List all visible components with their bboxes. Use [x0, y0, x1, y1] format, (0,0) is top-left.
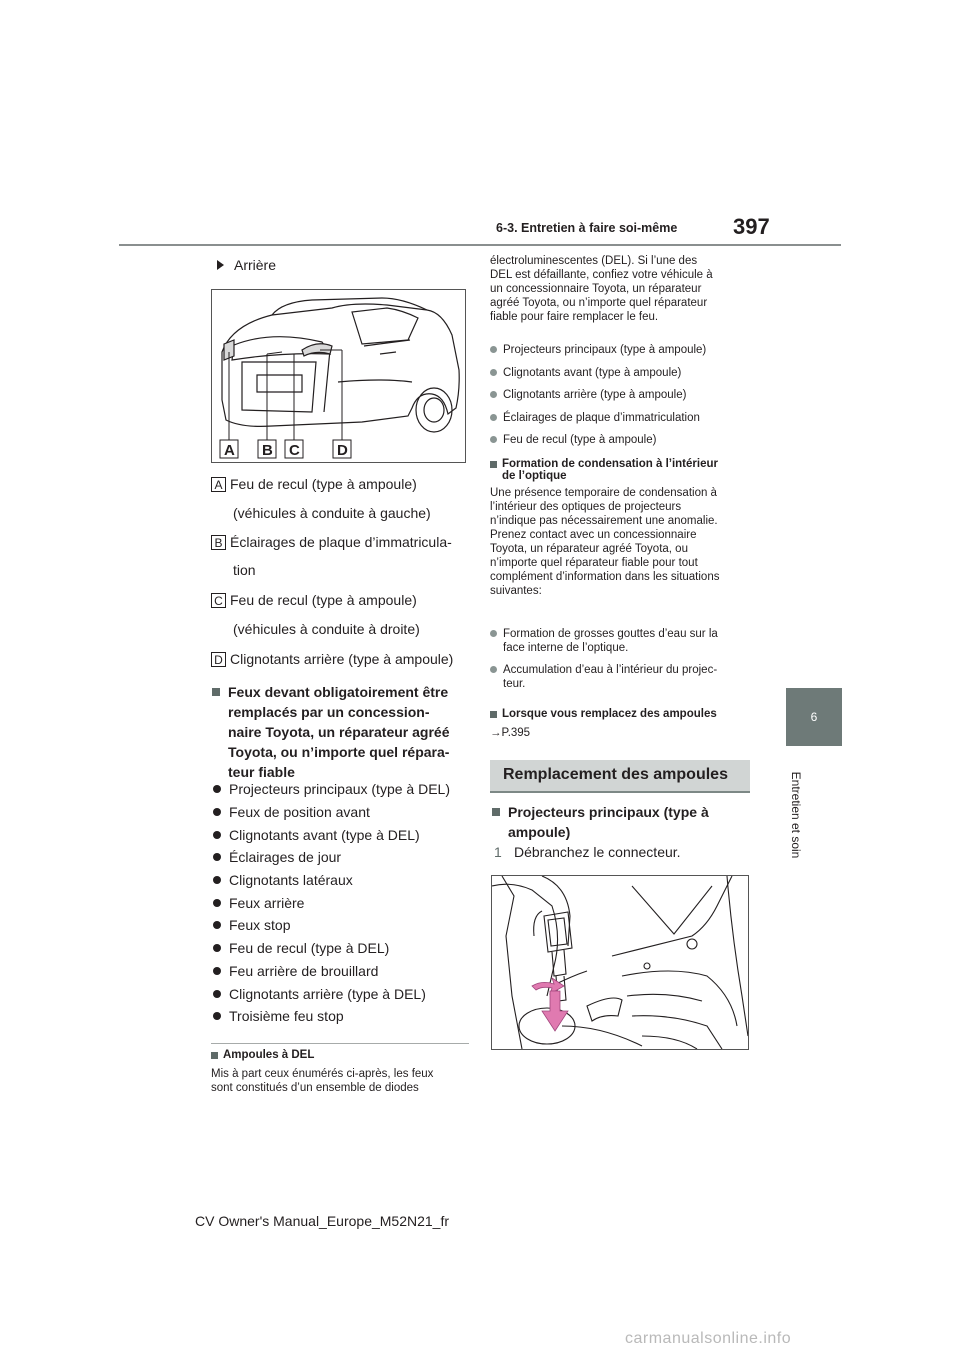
legend-c-line2: (véhicules à conduite à droite) — [233, 621, 420, 637]
legend-d — [211, 651, 453, 667]
triangle-bullet-icon — [217, 260, 224, 270]
list-item-text: Clignotants avant (type à ampoule) — [503, 366, 682, 379]
rear-subheading-text: Arrière — [234, 257, 277, 273]
dealer-heading-line3: naire Toyota, un réparateur agréé — [228, 724, 450, 740]
rear-car-illustration — [212, 290, 465, 462]
bullet-icon — [213, 876, 221, 884]
text-line: suivantes: — [490, 585, 542, 597]
square-bullet-icon — [490, 461, 497, 468]
dealer-heading-line2: remplacés par un concession- — [228, 704, 430, 720]
legend-c-line1: Feu de recul (type à ampoule) — [230, 592, 417, 608]
list-item-text: Éclairages de jour — [229, 849, 342, 866]
legend-key-a: A — [211, 477, 226, 492]
text-line: complément d’information dans les situations — [490, 571, 720, 583]
square-bullet-icon — [492, 808, 500, 816]
list-item-text: Clignotants latéraux — [229, 872, 353, 889]
header-rule — [119, 244, 841, 246]
list-item-text: Éclairages de plaque d’immatriculation — [503, 411, 700, 424]
bullet-icon — [213, 967, 221, 975]
text-line: n’indique pas nécessairement une anomalie. — [490, 515, 718, 527]
condensation-heading-line1: Formation de condensation à l’intérieur — [502, 458, 718, 470]
led-note — [211, 1049, 433, 1095]
legend-key-b: B — [211, 535, 226, 550]
text-line: n’importe quel réparateur fiable pour tout — [490, 557, 698, 569]
list-item-text: Projecteurs principaux (type à ampoule) — [503, 344, 707, 356]
connector-figure — [491, 875, 749, 1050]
list-item-text: Feux de position avant — [229, 804, 370, 821]
dealer-lights-list — [213, 778, 450, 1028]
condensation-cases-list — [490, 627, 750, 691]
chapter-number: 6 — [810, 710, 818, 724]
dealer-heading-line5: teur fiable — [228, 764, 295, 780]
list-item-text: teur. — [503, 678, 526, 690]
list-item-text: Clignotants arrière (type à ampoule) — [503, 389, 687, 401]
led-text-line1: Mis à part ceux énumérés ci-après, les feux — [211, 1068, 434, 1080]
square-bullet-icon — [212, 688, 220, 696]
text-line: Toyota, un réparateur agréé Toyota, ou — [490, 543, 688, 555]
bullet-icon — [490, 630, 497, 637]
condensation-heading-line2: de l’optique — [502, 470, 567, 482]
bullet-icon — [213, 990, 221, 998]
figure-label-a: A — [224, 442, 235, 459]
legend-d-line1: Clignotants arrière (type à ampoule) — [230, 651, 454, 667]
list-item-text: Clignotants arrière (type à DEL) — [229, 985, 426, 1002]
list-item-text: Feux arrière — [229, 894, 305, 911]
list-item-text: Projecteurs principaux (type à DEL) — [229, 781, 450, 798]
figure-label-b: B — [262, 442, 273, 459]
bullet-icon — [490, 369, 497, 376]
list-item-text: face interne de l’optique. — [503, 642, 629, 654]
text-line: DEL est défaillante, confiez votre véhicule à — [490, 269, 713, 281]
list-item — [490, 366, 750, 389]
dealer-heading-line4: Toyota, ou n’importe quel répara- — [228, 744, 450, 760]
list-item — [490, 411, 750, 434]
bullet-icon — [490, 414, 497, 421]
square-bullet-icon — [211, 1052, 218, 1059]
list-item — [490, 343, 750, 366]
bulb-lights-list — [490, 343, 750, 456]
list-item-text: Troisième feu stop — [229, 1008, 344, 1025]
section-divider — [211, 1043, 469, 1044]
headlight-connector-illustration — [492, 876, 748, 1049]
legend-b — [211, 534, 452, 550]
text-line: électroluminescentes (DEL). Si l’une des — [490, 255, 698, 267]
list-item — [490, 433, 750, 456]
list-item — [213, 1005, 450, 1028]
legend-c — [211, 592, 417, 608]
legend-key-d: D — [211, 652, 226, 667]
step-text: Débranchez le connecteur. — [514, 844, 681, 860]
page-number: 397 — [733, 214, 770, 239]
replace-note — [490, 708, 750, 740]
text-line: Une présence temporaire de condensation à — [490, 487, 717, 499]
footer-manual-id: CV Owner's Manual_Europe_M52N21_fr — [195, 1213, 450, 1229]
list-item — [213, 982, 450, 1005]
headlight-bulb-heading — [492, 802, 709, 842]
list-item — [213, 960, 450, 983]
list-item-text: Feux stop — [229, 917, 291, 934]
chapter-title-text: Entretien et soin — [789, 771, 803, 859]
legend-a — [211, 476, 417, 492]
rear-car-figure — [211, 289, 466, 463]
text-line: un concessionnaire Toyota, un réparateur — [490, 283, 702, 295]
list-item — [213, 891, 450, 914]
legend-a-line2: (véhicules à conduite à gauche) — [233, 505, 431, 521]
page-reference-link[interactable]: →P.395 — [490, 727, 531, 739]
step-1 — [492, 844, 681, 860]
bullet-icon — [213, 808, 221, 816]
text-line: Prenez contact avec un concessionnaire — [490, 529, 697, 541]
bullet-icon — [213, 785, 221, 793]
rear-subheading — [214, 257, 276, 273]
bullet-icon — [490, 666, 497, 673]
chapter-tab — [786, 688, 842, 746]
bullet-icon — [213, 853, 221, 861]
list-item — [213, 801, 450, 824]
section-header-title: Remplacement des ampoules — [503, 766, 728, 783]
dealer-replacement-heading — [212, 682, 449, 782]
headlight-heading-line2: ampoule) — [508, 824, 571, 840]
section-title: 6-3. Entretien à faire soi-même — [496, 221, 678, 235]
list-item — [213, 778, 450, 801]
bullet-icon — [213, 1012, 221, 1020]
watermark-text: carmanualsonline.info — [625, 1330, 792, 1347]
square-bullet-icon — [490, 711, 497, 718]
list-item-text: Accumulation d’eau à l’intérieur du projec- — [503, 664, 718, 676]
legend-b-line2: tion — [233, 562, 256, 578]
list-item — [490, 388, 750, 411]
list-item — [213, 846, 450, 869]
figure-label-c: C — [289, 442, 300, 459]
step-number: 1 — [494, 844, 502, 860]
text-line: agréé Toyota, ou n’importe quel réparateur — [490, 297, 708, 309]
text-line: fiable pour faire remplacer le feu. — [490, 311, 659, 323]
bullet-icon — [490, 436, 497, 443]
list-item-text: Feu de recul (type à ampoule) — [503, 434, 657, 446]
list-item-text: Clignotants avant (type à DEL) — [229, 826, 420, 843]
list-item — [213, 823, 450, 846]
list-item — [213, 914, 450, 937]
condensation-section — [490, 458, 750, 598]
replace-heading: Lorsque vous remplacez des ampoules — [502, 708, 717, 720]
bullet-icon — [213, 831, 221, 839]
led-heading: Ampoules à DEL — [223, 1049, 315, 1061]
bullet-icon — [490, 391, 497, 398]
figure-label-d: D — [337, 442, 348, 459]
led-continued-text — [490, 254, 750, 324]
bullet-icon — [213, 944, 221, 952]
bullet-icon — [213, 921, 221, 929]
list-item — [213, 937, 450, 960]
headlight-heading-line1: Projecteurs principaux (type à — [508, 804, 709, 820]
chapter-side-title — [786, 760, 806, 870]
text-line: l’intérieur des optiques de projecteurs — [490, 501, 682, 513]
dealer-heading-line1: Feux devant obligatoirement être — [228, 684, 449, 700]
legend-b-line1: Éclairages de plaque d’immatricula- — [230, 534, 452, 550]
list-item — [213, 869, 450, 892]
list-item — [490, 663, 750, 691]
list-item-text: Formation de grosses gouttes d’eau sur la — [503, 628, 718, 640]
bullet-icon — [213, 899, 221, 907]
list-item-text: Feu arrière de brouillard — [229, 962, 379, 979]
section-header-bar — [490, 760, 750, 793]
list-item — [490, 627, 750, 655]
list-item-text: Feu de recul (type à DEL) — [229, 940, 390, 957]
led-text-line2: sont constitués d’un ensemble de diodes — [211, 1082, 419, 1094]
bullet-icon — [490, 346, 497, 353]
legend-key-c: C — [211, 593, 226, 608]
legend-a-line1: Feu de recul (type à ampoule) — [230, 476, 417, 492]
